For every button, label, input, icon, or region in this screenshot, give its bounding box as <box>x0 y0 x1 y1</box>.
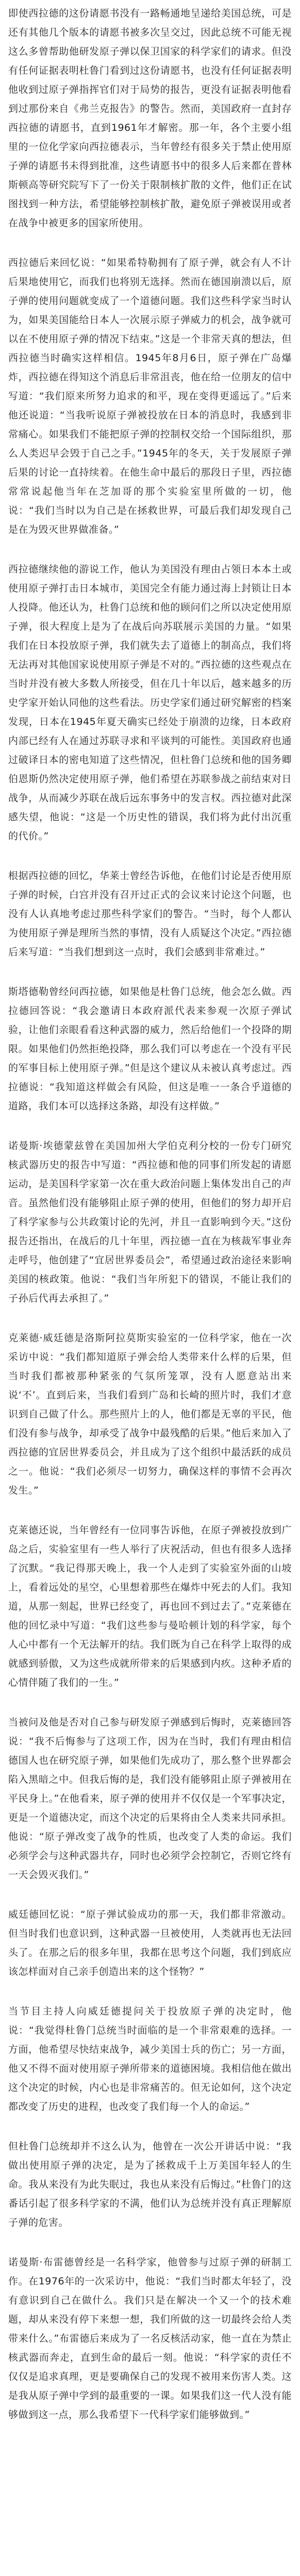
article-paragraph: 诺曼斯·埃德蒙兹曾在美国加州大学伯克利分校的一份专门研究核武器历史的报告中写道：“西拉德和他的同事们所发起的请愿运动，是美国科学家第一次在重大政治问题上集体发出自己的声音。虽然他们没有能够阻止原子弹的使用，但他们的努力却开启了科学家参与公共政策讨论的先河，并且一直影响到今天。”这份报告还指出，在战后的几十年里，西拉德一直在为核裁军事业奔走呼号，他创建了“宜居世界委员会”，希望通过政治途径来影响美国的核政策。他说：“我们当年所犯下的错误，不能让我们的子孙后代再去承担了。” <box>8 1140 292 1304</box>
article-paragraph: 西拉德后来回忆说：“如果希特勒拥有了原子弹，就会有人不计后果地使用它，而我们也将别无选择。然而在德国崩溃以后，原子弹的使用问题就变成了一个道德问题。我们这些科学家当时认为，如果美国能给日本人一次展示原子弹威力的机会，战争就可以在不使用原子弹的情况下结束。”这是一个非常天真的想法，但西拉德当时确实这样相信。1945年8月6日，原子弹在广岛爆炸，西拉德在得知这个消息后非常沮丧，他在给一位朋友的信中写道：“我们原来所努力追求的和平，现在变得更遥远了。”后来他还说道：“当我听说原子弹被投放在日本的消息时，我感到非常痛心。如果我们不能把原子弹的控制权交给一个国际组织，那么人类迟早会毁于自己之手。”1945年的冬天，关于发展原子弹后果的讨论一直持续着。在他生命中最后的那段日子里，西拉德常常说起他当年在芝加哥的那个实验室里所做的一切，他说：“我们当时以为自己是在拯救世界，可最后我们却发现自己是在为毁灭世界做准备。” <box>8 257 292 535</box>
article-paragraph: 当被问及他是否对自己参与研发原子弹感到后悔时，克莱德回答说：“我不后悔参与了这项工作，因为在当时，我们有理由相信德国人也在研究原子弹，如果他们先成功了，那么整个世界都会陷入黑暗之中。但我后悔的是，我们没有能够阻止原子弹被用在平民身上。”在他看来，原子弹的使用并不仅仅是一个军事决定，更是一个道德决定，而这个决定的后果将由全人类来共同承担。他说：“原子弹改变了战争的性质，也改变了人类的命运。我们必须学会与这种武器共存，同时也必须学会控制它，否则它终有一天会毁灭我们。” <box>8 1717 292 1880</box>
article-paragraph: 克莱德·威廷德是洛斯阿拉莫斯实验室的一位科学家，他在一次采访中说：“我们都知道原子弹会给人类带来什么样的后果，但当时我们都被那种紧张的气氛所笼罩，没有人愿意站出来说‘不’。直到后来，当我们看到广岛和长崎的照片时，我们才意识到自己做了什么。那些照片上的人，他们都是无辜的平民，他们没有参与战争，却承受了战争中最残酷的后果。”他后来加入了西拉德的宜居世界委员会，并且成为了这个组织中最活跃的成员之一。他说：“我们必须尽一切努力，确保这样的事情不会再次发生。” <box>8 1332 292 1496</box>
article-paragraph: 即使西拉德的这份请愿书没有一路畅通地呈递给美国总统，可是还有其他几个版本的请愿书被多次呈交过，因此总统不可能无视这么多曾帮助他研发原子弹以保卫国家的科学家们的请求。但没有任何证据表明杜鲁门看到过这份请愿书，也没有任何证据表明他收到过原子弹指挥官们对于局势的报告，更没有证据表明他看到过那份来自《弗兰克报告》的警告。然而，美国政府一直封存西拉德的请愿书，直到1961年才解密。那一年，各个主要小组里的一位化学家向西拉德表示，当年曾经有很多关于禁止使用原子弹的请愿书未得到批准，这些请愿书中的很多人后来都在普林斯顿高等研究院写下了一份关于限制核扩散的文件，他们正在试图找到一种方法，希望能够控制核扩散，避免原子弹被误用或者在战争中被更多的国家所使用。 <box>8 8 292 229</box>
article-paragraph: 当节目主持人向威廷德提问关于投放原子弹的决定时，他说：“我觉得杜鲁门总统当时面临的是一个非常艰难的选择。一方面，他希望尽快结束战争，减少美国士兵的伤亡；另一方面，他又不得不面对使用原子弹所带来的道德困境。我相信他在做出这个决定的时候，内心也是非常痛苦的。但无论如何，这个决定都改变了历史的进程，也改变了我们每一个人的命运。” <box>8 2006 292 2112</box>
article-paragraph: 克莱德还说，当年曾经有一位同事告诉他，在原子弹被投放到广岛之后，实验室里有一些人举行了庆祝活动，但也有很多人选择了沉默。“我记得那天晚上，我一个人走到了实验室外面的山坡上，看着远处的星空，心里想着那些在爆炸中死去的人们。我知道，从那一刻起，世界已经变了，再也回不到过去了。”克莱德在他的回忆录中写道：“我们这些参与曼哈顿计划的科学家，每个人心中都有一个无法解开的结。我们既为自己在科学上取得的成就感到骄傲，又为这些成就所带来的后果感到内疚。这种矛盾的心情伴随了我们的一生。” <box>8 1524 292 1688</box>
article-paragraph: 根据西拉德的回忆，华莱士曾经告诉他，在他们讨论是否使用原子弹的时候，白宫并没有召开过正式的会议来讨论这个问题，也没有人认真地考虑过那些科学家们的警告。“当时，每个人都认为使用原子弹是理所当然的事情，没有人质疑这个决定。”西拉德后来写道：“当我们想到这一点时，我们会感到非常难过。” <box>8 870 292 958</box>
article-paragraph: 威廷德回忆说：“原子弹试验成功的那一天，我们都非常激动。但当时我们也意识到，这种武器一旦被使用，人类就再也无法回头了。在那之后的很多年里，我都在思考这个问题，我们到底应该怎样面对自己亲手创造出来的这个怪物？” <box>8 1909 292 1977</box>
article-paragraph: 西拉德继续他的游说工作，他认为美国没有理由占领日本本土或使用原子弹打击日本城市，美国完全有能力通过海上封锁让日本人投降。他还认为，杜鲁门总统和他的顾问们之所以决定使用原子弹，很大程度上是为了在战后向苏联展示美国的力量。“如果我们在日本投放原子弹，我们就失去了道德上的制高点，我们将无法再对其他国家说使用原子弹是不对的。”西拉德的这些观点在当时并没有被大多数人所接受，但在几十年以后，越来越多的历史学家开始认同他的这些看法。历史学家们通过研究解密的档案发现，日本在1945年夏天确实已经处于崩溃的边缘，日本政府内部已经有人在通过苏联寻求和平谈判的可能性。美国政府也通过破译日本的密电知道了这些情况，但杜鲁门总统和他的国务卿伯恩斯仍然决定使用原子弹，他们希望在苏联参战之前结束对日战争，从而减少苏联在战后远东事务中的发言权。西拉德对此深感失望，他说：“这是一个历史性的错误，我们将为此付出沉重的代价。” <box>8 564 292 842</box>
article-paragraph: 但杜鲁门总统却并不这么认为，他曾在一次公开讲话中说：“我做出使用原子弹的决定，是为了拯救成千上万美国年轻人的生命。我从来没有为此失眠过，我也从来没有后悔过。”杜鲁门的这番话引起了很多科学家的不满，他们认为总统并没有真正理解原子弹的危害。 <box>8 2141 292 2228</box>
article-paragraph: 斯塔德勒曾经问西拉德，如果他是杜鲁门总统，他会怎么做。西拉德回答说：“我会邀请日本政府派代表来参观一次原子弹试验，让他们亲眼看看这种武器的威力，然后给他们一个投降的期限。如果他们仍然拒绝投降，那么我们可以考虑在一个没有平民的军事目标上使用原子弹。”但是这个建议从未被认真考虑过。西拉德说：“我知道这样做会有风险，但这是唯一一条合乎道德的道路，我们本可以选择这条路，却没有这样做。” <box>8 986 292 1112</box>
article-paragraph: 诺曼斯·布雷德曾经是一名科学家，他曾参与过原子弹的研制工作。在1976年的一次采访中，他说：“我们当时都太年轻了，没有意识到自己在做什么。我们只是在解决一个又一个的技术难题，却从来没有停下来想一想，我们所做的这一切最终会给人类带来什么。”布雷德后来成为了一名反核活动家，他一直在为禁止核武器而奔走，直到生命的最后一刻。他说：“科学家的责任不仅仅是追求真理，更是要确保自己的发现不被用来伤害人类。这是我从原子弹中学到的最重要的一课。如果我们这一代人没有能够做到这一点，那么我希望下一代科学家们能够做到。” <box>8 2257 292 2420</box>
